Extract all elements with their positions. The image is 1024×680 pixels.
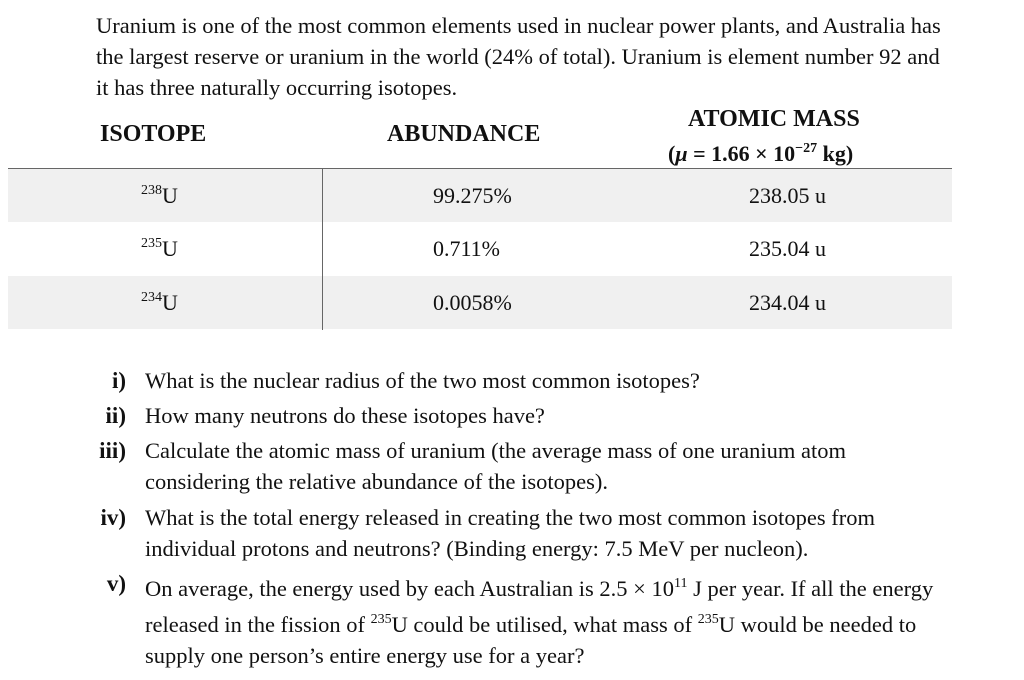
question-text: What is the nuclear radius of the two most common isotopes?: [145, 368, 700, 393]
isotope-cell: $^{235}$U: [141, 236, 178, 261]
atomic-mass-cell: 234.04 u: [749, 290, 826, 315]
isotope-cell: $^{234}$U: [141, 290, 178, 315]
header-isotope: ISOTOPE: [100, 121, 207, 147]
question-number: ii): [105, 403, 126, 428]
isotope-cell: $^{238}$U: [141, 183, 178, 208]
question-number: v): [106, 571, 126, 596]
header-atomic-mass: ATOMIC MASS: [688, 106, 860, 132]
question-text: What is the total energy released in creating the two most common isotopes from individual protons and neutrons? (Binding energy: 7.5 MeV per nucleon).: [145, 505, 876, 561]
header-abundance: ABUNDANCE: [387, 121, 541, 147]
mu-symbol: μ: [675, 141, 688, 166]
table-column-divider: [322, 169, 323, 330]
atomic-mass-cell: 235.04 u: [749, 236, 826, 261]
header-atomic-mass-unit: ($\mu = 1.66 \times 10^{-27}$ kg): [668, 141, 854, 166]
table-row: [8, 169, 952, 222]
question-number: i): [111, 368, 126, 393]
abundance-cell: 99.275%: [433, 183, 512, 208]
abundance-cell: 0.0058%: [433, 290, 512, 315]
question-text: On average, the energy used by each Australian is $2.5 \times 10^{11}$ J per year. If all the energy released in the fission of $^{235}$U could be utilised, what mass of $^{235}$U would be needed to supply one person’s entire energy use for a year?: [145, 576, 934, 668]
intro-paragraph: Uranium is one of the most common elements used in nuclear power plants, and Australia has the largest reserve or uranium in the world (24% of total). Uranium is element number 92 and it has three naturally occurring isotopes.: [96, 13, 941, 100]
table-row: [8, 222, 952, 275]
question-number: iv): [100, 505, 126, 530]
abundance-cell: 0.711%: [433, 236, 501, 261]
table-row: [8, 276, 952, 329]
question-text: Calculate the atomic mass of uranium (the average mass of one uranium atom considering the relative abundance of the isotopes).: [145, 438, 847, 494]
question-number: iii): [99, 438, 126, 463]
question-text: How many neutrons do these isotopes have?: [145, 403, 545, 428]
atomic-mass-cell: 238.05 u: [749, 183, 826, 208]
